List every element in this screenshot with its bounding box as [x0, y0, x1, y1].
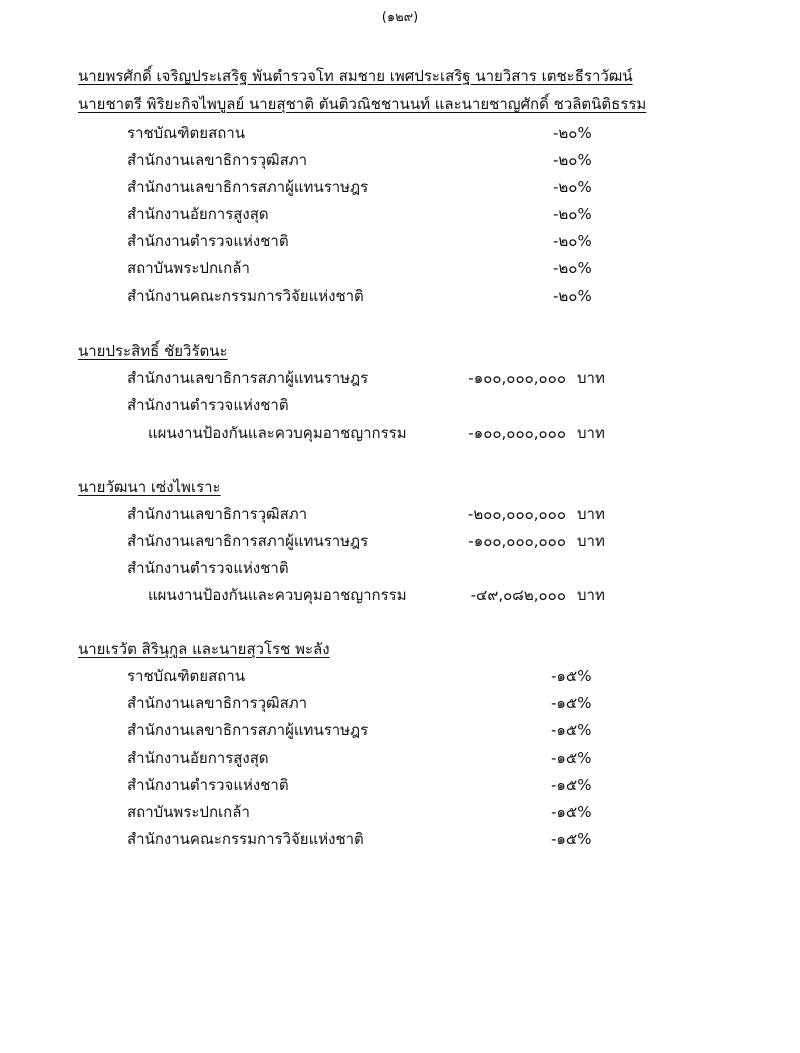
row-value: -๒๐% [553, 259, 592, 277]
row-value: -๑๕% [551, 803, 592, 821]
row-value: -๑๕% [551, 776, 592, 794]
row-unit: บาท [577, 424, 605, 442]
row-label: สถาบันพระปกเกล้า [127, 803, 250, 821]
row-label: สำนักงานเลขาธิการวุฒิสภา [127, 151, 308, 169]
row-value: -๒๐% [553, 205, 592, 223]
row-label: สำนักงานอัยการสูงสุด [127, 205, 269, 223]
row-label: สำนักงานตำรวจแห่งชาติ [127, 396, 289, 414]
row-unit: บาท [577, 586, 605, 604]
section-heading: นายเรวัต สิรินุกูล และนายสุวโรช พะลัง [78, 640, 330, 658]
row-value: -๑๕% [551, 694, 592, 712]
section-heading-line-2: นายชาตรี พิริยะกิจไพบูลย์ นายสุชาติ ตันติวณิชชานนท์ และนายชาญศักดิ์ ชวลิตนิติธรรม [78, 95, 647, 113]
row-label: สำนักงานอัยการสูงสุด [127, 749, 269, 767]
row-label: สำนักงานเลขาธิการสภาผู้แทนราษฎร [127, 369, 369, 387]
row-value: -๑๕% [551, 830, 592, 848]
row-value: -๒๐% [553, 287, 592, 305]
row-value: -๑๕% [551, 721, 592, 739]
row-label: สำนักงานตำรวจแห่งชาติ [127, 559, 289, 577]
row-label: สำนักงานคณะกรรมการวิจัยแห่งชาติ [127, 830, 364, 848]
row-label: สำนักงานเลขาธิการสภาผู้แทนราษฎร [127, 532, 369, 550]
row-label: แผนงานป้องกันและควบคุมอาชญากรรม [148, 586, 407, 604]
row-label: สำนักงานเลขาธิการวุฒิสภา [127, 694, 308, 712]
row-value: -๒๐% [553, 124, 592, 142]
row-value: -๔๙,๐๘๒,๐๐๐ [470, 586, 566, 604]
row-value: -๒๐% [553, 232, 592, 250]
row-label: สำนักงานตำรวจแห่งชาติ [127, 776, 289, 794]
row-unit: บาท [577, 532, 605, 550]
row-label: สำนักงานเลขาธิการวุฒิสภา [127, 505, 308, 523]
row-value: -๑๐๐,๐๐๐,๐๐๐ [468, 532, 566, 550]
row-value: -๑๕% [551, 667, 592, 685]
row-label: สถาบันพระปกเกล้า [127, 259, 250, 277]
row-unit: บาท [577, 505, 605, 523]
row-label: สำนักงานคณะกรรมการวิจัยแห่งชาติ [127, 287, 364, 305]
row-value: -๒๐๐,๐๐๐,๐๐๐ [467, 505, 566, 523]
row-label: สำนักงานเลขาธิการสภาผู้แทนราษฎร [127, 721, 369, 739]
row-label: ราชบัณฑิตยสถาน [127, 124, 245, 142]
row-label: สำนักงานตำรวจแห่งชาติ [127, 232, 289, 250]
row-value: -๒๐% [553, 178, 592, 196]
row-value: -๒๐% [553, 151, 592, 169]
row-label: สำนักงานเลขาธิการสภาผู้แทนราษฎร [127, 178, 369, 196]
section-heading: นายวัฒนา เซ่งไพเราะ [78, 478, 221, 496]
section-heading-line-1: นายพรศักดิ์ เจริญประเสริฐ พันตำรวจโท สมชาย เพศประเสริฐ นายวิสาร เตชะธีราวัฒน์ [78, 67, 633, 85]
row-value: -๑๕% [551, 749, 592, 767]
page-number: (๑๒๙) [381, 10, 419, 25]
row-value: -๑๐๐,๐๐๐,๐๐๐ [468, 369, 566, 387]
section-heading: นายประสิทธิ์ ชัยวิรัตนะ [78, 342, 228, 360]
row-label: แผนงานป้องกันและควบคุมอาชญากรรม [148, 424, 407, 442]
row-label: ราชบัณฑิตยสถาน [127, 667, 245, 685]
row-unit: บาท [577, 369, 605, 387]
row-value: -๑๐๐,๐๐๐,๐๐๐ [468, 424, 566, 442]
